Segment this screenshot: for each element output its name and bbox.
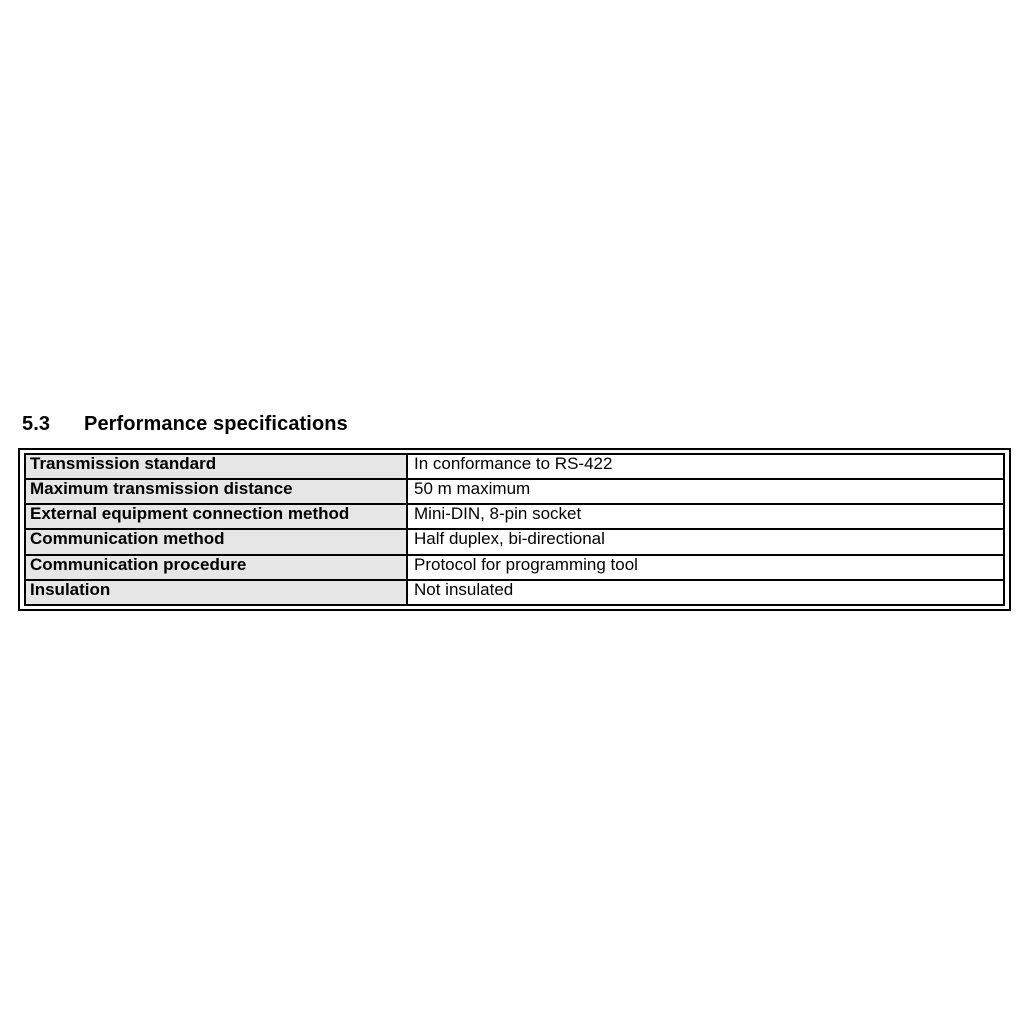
spec-label: Communication method <box>25 529 407 554</box>
section-number: 5.3 <box>22 412 51 435</box>
spec-value: Half duplex, bi-directional <box>407 529 1004 554</box>
table-row <box>25 504 1004 529</box>
table-row <box>25 479 1004 504</box>
spec-label: Insulation <box>25 580 407 605</box>
spec-label: Communication procedure <box>25 555 407 580</box>
spec-value: 50 m maximum <box>407 479 1004 504</box>
table-row <box>25 580 1004 605</box>
table-row <box>25 454 1004 479</box>
spec-value: In conformance to RS-422 <box>407 454 1004 479</box>
spec-label: Maximum transmission distance <box>25 479 407 504</box>
section-title: Performance specifications <box>84 412 348 435</box>
table-row <box>25 555 1004 580</box>
performance-spec-table <box>24 453 1005 606</box>
spec-value: Protocol for programming tool <box>407 555 1004 580</box>
spec-label: External equipment connection method <box>25 504 407 529</box>
spec-label: Transmission standard <box>25 454 407 479</box>
spec-value: Mini-DIN, 8-pin socket <box>407 504 1004 529</box>
spec-table-frame <box>18 448 1011 611</box>
spec-value: Not insulated <box>407 580 1004 605</box>
table-row <box>25 529 1004 554</box>
section-heading <box>22 410 348 438</box>
